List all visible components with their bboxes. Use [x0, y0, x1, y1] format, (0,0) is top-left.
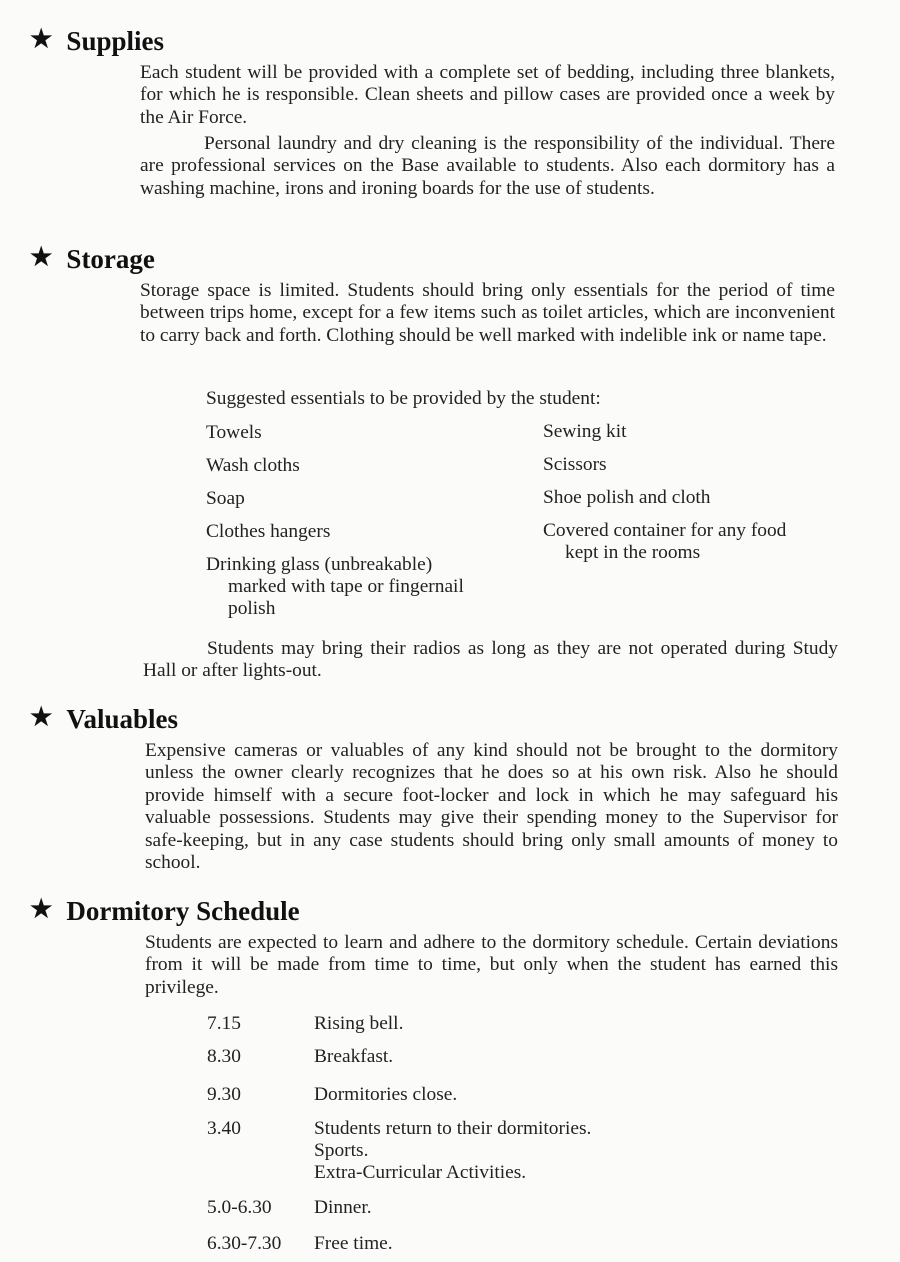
- essential-item-drinking-glass: [206, 554, 526, 620]
- essential-item: Shoe polish and cloth: [543, 487, 711, 508]
- schedule-activity-line: Extra-Curricular Activities.: [314, 1162, 527, 1183]
- schedule-activity: Dormitories close.: [314, 1084, 458, 1105]
- schedule-time: 6.30-7.30: [207, 1233, 282, 1254]
- schedule-time: 7.15: [207, 1013, 241, 1034]
- valuables-paragraph: Expensive cameras or valuables of any kind should not be brought to the dormitory unless the owner clearly recognizes that he does so at his own risk. Also he should provide himself with a secure foot-locker and lock in which he may safeguard his valuable possessions. Students may give their spending money to the Supervisor for safe-keeping, but in any case students should bring only small amounts of money to school.: [145, 740, 838, 874]
- storage-paragraph: Storage space is limited. Students should bring only essentials for the period of time between trips home, except for a few items such as toilet articles, which are inconvenient to carry back and forth. Clothing should be well marked with indelible ink or name tape.: [140, 280, 835, 346]
- drinking-glass-line: polish: [228, 598, 276, 619]
- essential-item: Scissors: [543, 454, 607, 475]
- schedule-paragraph: Students are expected to learn and adhere to the dormitory schedule. Certain deviations from it will be made from time to time, but only when the student has earned this privilege.: [145, 932, 838, 998]
- essential-item: Clothes hangers: [206, 521, 331, 542]
- schedule-activity: Free time.: [314, 1233, 393, 1254]
- schedule-activity: Breakfast.: [314, 1046, 394, 1067]
- essential-item: Soap: [206, 488, 245, 509]
- supplies-paragraph-2: Personal laundry and dry cleaning is the responsibility of the individual. There are professional services on the Base available to students. Also each dormitory has a washing machine, irons and ironing boards for the use of students.: [140, 133, 835, 199]
- schedule-activity: Rising bell.: [314, 1013, 404, 1034]
- heading-valuables-text: Valuables: [66, 704, 178, 734]
- schedule-activity: Dinner.: [314, 1197, 372, 1218]
- heading-supplies: [30, 24, 164, 58]
- radios-note: Students may bring their radios as long as they are not operated during Study Hall or after lights-out.: [143, 638, 838, 682]
- covered-container-line: Covered container for any food: [543, 520, 787, 541]
- essential-item: Wash cloths: [206, 455, 300, 476]
- supplies-paragraph-1: Each student will be provided with a complete set of bedding, including three blankets, for which he is responsible. Clean sheets and pillow cases are provided once a week by the Air Force.: [140, 62, 835, 128]
- essential-item: Sewing kit: [543, 421, 627, 442]
- heading-valuables: [30, 702, 178, 736]
- heading-storage-text: Storage: [66, 244, 155, 274]
- drinking-glass-line: Drinking glass (unbreakable): [206, 554, 433, 575]
- star-icon: ★: [30, 244, 53, 271]
- schedule-activity: [314, 1118, 734, 1184]
- heading-schedule: [30, 894, 300, 928]
- star-icon: ★: [30, 704, 53, 731]
- essentials-intro: Suggested essentials to be provided by the student:: [206, 388, 601, 409]
- schedule-time: 5.0-6.30: [207, 1197, 272, 1218]
- schedule-activity-line: Students return to their dormitories.: [314, 1118, 592, 1139]
- heading-storage: [30, 242, 155, 276]
- heading-schedule-text: Dormitory Schedule: [66, 896, 300, 926]
- covered-container-line: kept in the rooms: [565, 542, 701, 563]
- drinking-glass-line: marked with tape or fingernail: [228, 576, 464, 597]
- schedule-time: 9.30: [207, 1084, 241, 1105]
- essential-item: Towels: [206, 422, 262, 443]
- heading-supplies-text: Supplies: [66, 26, 164, 56]
- star-icon: ★: [30, 896, 53, 923]
- schedule-time: 8.30: [207, 1046, 241, 1067]
- essential-item-covered-container: [543, 520, 843, 564]
- schedule-activity-line: Sports.: [314, 1140, 369, 1161]
- star-icon: ★: [30, 26, 53, 53]
- schedule-time: 3.40: [207, 1118, 241, 1139]
